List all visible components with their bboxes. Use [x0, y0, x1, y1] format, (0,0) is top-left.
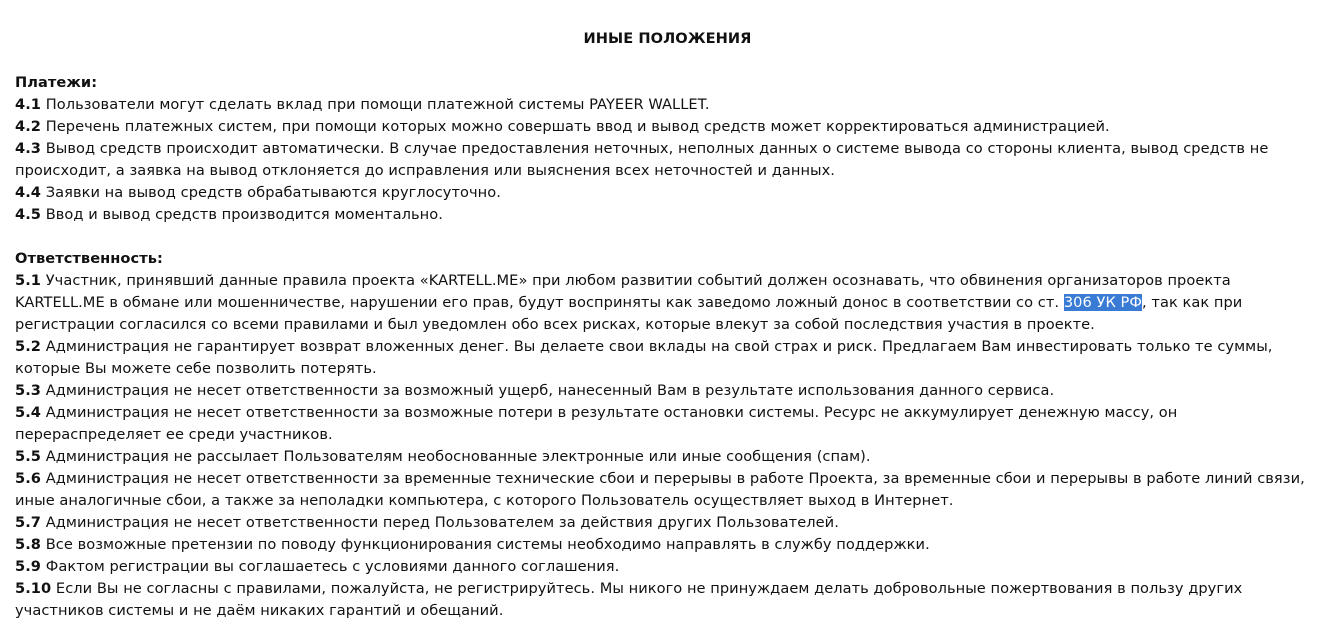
clause-item	[15, 138, 1320, 182]
clause-text: Администрация не рассылает Пользователям необоснованные электронные или иные сообщения (спам).	[45, 448, 871, 465]
clause-item	[15, 402, 1320, 446]
clause-item	[15, 446, 1320, 468]
clause-text: Администрация не несет ответственности перед Пользователем за действия других Пользователей.	[45, 514, 839, 531]
clause-item	[15, 94, 1320, 116]
clause-text: Вывод средств происходит автоматически. В случае предоставления неточных, неполных данных о системе вывода со стороны клиента, вывод средств не происходит, а заявка на вывод отклоняется до исправления или выяснения всех неточностей и данных.	[15, 140, 1269, 179]
clause-text: Ввод и вывод средств производится моментально.	[45, 206, 443, 223]
page-title: ИНЫЕ ПОЛОЖЕНИЯ	[583, 30, 752, 47]
clause-text: Все возможные претензии по поводу функционирования системы необходимо направлять в службу поддержки.	[45, 536, 930, 553]
clause-text: Администрация не несет ответственности за возможные потери в результате остановки системы. Ресурс не аккумулирует денежную массу, он перераспределяет ее среди участников.	[15, 404, 1178, 443]
clause-number: 5.10	[15, 580, 52, 597]
clause-text: Пользователи могут сделать вклад при помощи платежной системы PAYEER WALLET.	[45, 96, 710, 113]
clause-number: 4.4	[15, 184, 42, 201]
clause-text: Если Вы не согласны с правилами, пожалуйста, не регистрируйтесь. Мы никого не принуждаем делать добровольные пожертвования в пользу других участников системы и не даём никаких гарантий и обещаний.	[15, 580, 1243, 619]
clause-number: 5.8	[15, 536, 42, 553]
clause-text-continued: , так как при регистрации согласился со всеми правилами и был уведомлен обо всех рисках, которые влекут за собой последствия участия в проекте.	[15, 294, 1243, 333]
clause-number: 4.1	[15, 96, 42, 113]
clause-text: Администрация не несет ответственности за возможный ущерб, нанесенный Вам в результате использования данного сервиса.	[45, 382, 1055, 399]
clause-number: 5.3	[15, 382, 42, 399]
selected-text-highlight[interactable]: 306 УК РФ	[1063, 294, 1143, 311]
clause-item	[15, 512, 1320, 534]
clause-item	[15, 556, 1320, 578]
clause-item	[15, 204, 1320, 226]
clause-number: 5.2	[15, 338, 42, 355]
clause-text: Администрация не гарантирует возврат вложенных денег. Вы делаете свои вклады на свой страх и риск. Предлагаем Вам инвестировать только те суммы, которые Вы можете себе позволить потерять.	[15, 338, 1273, 377]
clause-number: 5.6	[15, 470, 42, 487]
section	[15, 72, 1320, 226]
clause-number: 4.5	[15, 206, 42, 223]
clause-text: Администрация не несет ответственности за временные технические сбои и перерывы в работе Проекта, за временные сбои и перерывы в работе линий связи, иные аналогичные сбои, а также за неполадки компьютера, с которого Пользователь осуществляет выход в Интернет.	[15, 470, 1305, 509]
clause-item	[15, 182, 1320, 204]
spacer	[15, 226, 1320, 248]
spacer	[15, 50, 1320, 72]
clause-item	[15, 270, 1320, 336]
clause-number: 4.2	[15, 118, 42, 135]
clause-text: Участник, принявший данные правила проекта «KARTELL.ME» при любом развитии событий должен осознавать, что обвинения организаторов проекта KARTELL.ME в обмане или мошенничестве, нарушении его прав, будут восприняты как заведомо ложный донос в соответствии со ст.	[15, 272, 1231, 311]
clause-number: 5.1	[15, 272, 42, 289]
clause-number: 5.4	[15, 404, 42, 421]
clause-text: Заявки на вывод средств обрабатываются круглосуточно.	[45, 184, 501, 201]
section-heading: Платежи:	[15, 74, 98, 91]
clause-text: Фактом регистрации вы соглашаетесь с условиями данного соглашения.	[45, 558, 620, 575]
clause-item	[15, 116, 1320, 138]
section	[15, 248, 1320, 622]
section-heading: Ответственность:	[15, 250, 163, 267]
clause-text: Перечень платежных систем, при помощи которых можно совершать ввод и вывод средств может корректироваться администрацией.	[45, 118, 1110, 135]
clause-number: 5.7	[15, 514, 42, 531]
clause-item	[15, 380, 1320, 402]
sections-container	[15, 72, 1320, 622]
clause-item	[15, 468, 1320, 512]
clause-number: 5.5	[15, 448, 42, 465]
clause-item	[15, 534, 1320, 556]
clause-number: 4.3	[15, 140, 42, 157]
clause-item	[15, 336, 1320, 380]
document	[15, 28, 1320, 622]
clause-number: 5.9	[15, 558, 42, 575]
clause-item	[15, 578, 1320, 622]
